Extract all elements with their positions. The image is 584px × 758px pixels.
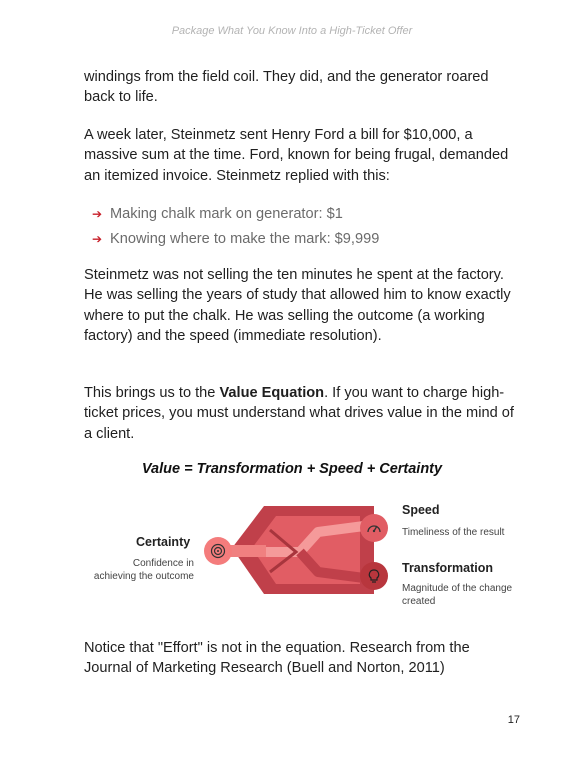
transformation-desc-line: Magnitude of the change <box>402 583 513 594</box>
invoice-item-text: Knowing where to make the mark: $9,999 <box>110 231 380 247</box>
value-equation-heading: Value = Transformation + Speed + Certainty <box>141 461 443 477</box>
arrow-right-icon: ➔ <box>92 232 103 246</box>
gauge-icon <box>366 520 382 536</box>
transformation-desc-line: created <box>402 595 436 607</box>
certainty-title: Certainty <box>136 535 191 549</box>
target-icon <box>210 543 226 559</box>
certainty-desc-line: achieving the outcome <box>93 570 194 582</box>
running-header: Package What You Know Into a High-Ticket Offer <box>171 25 413 37</box>
arrow-right-icon: ➔ <box>92 207 103 221</box>
invoice-list <box>92 202 379 252</box>
intro-text-continued: . If you want to charge high-ticket prices, you must understand what drives value in the mind of a client. <box>84 385 514 442</box>
transformation-title: Transformation <box>402 561 493 575</box>
lightbulb-icon <box>366 568 382 584</box>
paragraph-invoice-story: A week later, Steinmetz sent Henry Ford a bill for $10,000, a massive sum at the time. Ford, known for being frugal, demanded an itemized invoice. Steinmetz replied with this: <box>84 127 509 184</box>
certainty-desc-line: Confidence in <box>132 558 194 569</box>
speed-title: Speed <box>402 503 440 517</box>
invoice-item-text: Making chalk mark on generator: $1 <box>110 206 343 222</box>
invoice-item <box>92 227 379 252</box>
page-number: 17 <box>507 714 520 726</box>
paragraph-effort-note: Notice that "Effort" is not in the equation. Research from the Journal of Marketing Research (Buell and Norton, 2011) <box>84 640 470 677</box>
paragraph-value-equation-intro <box>84 383 516 444</box>
speed-description: Timeliness of the result <box>402 527 505 538</box>
paragraph-generator-revived: windings from the field coil. They did, and the generator roared back to life. <box>84 69 489 106</box>
transformation-description <box>402 583 512 608</box>
certainty-description <box>88 558 194 583</box>
paragraph-selling-outcome: Steinmetz was not selling the ten minutes he spent at the factory. He was selling the years of study that allowed him to know exactly where to put the chalk. He was selling the outcome (a working factory) and the speed (immediate resolution). <box>84 267 511 344</box>
value-equation-term: Value Equation <box>219 385 325 401</box>
invoice-item <box>92 202 379 227</box>
intro-text: This brings us to the <box>84 385 220 401</box>
value-equation-diagram <box>0 490 584 620</box>
